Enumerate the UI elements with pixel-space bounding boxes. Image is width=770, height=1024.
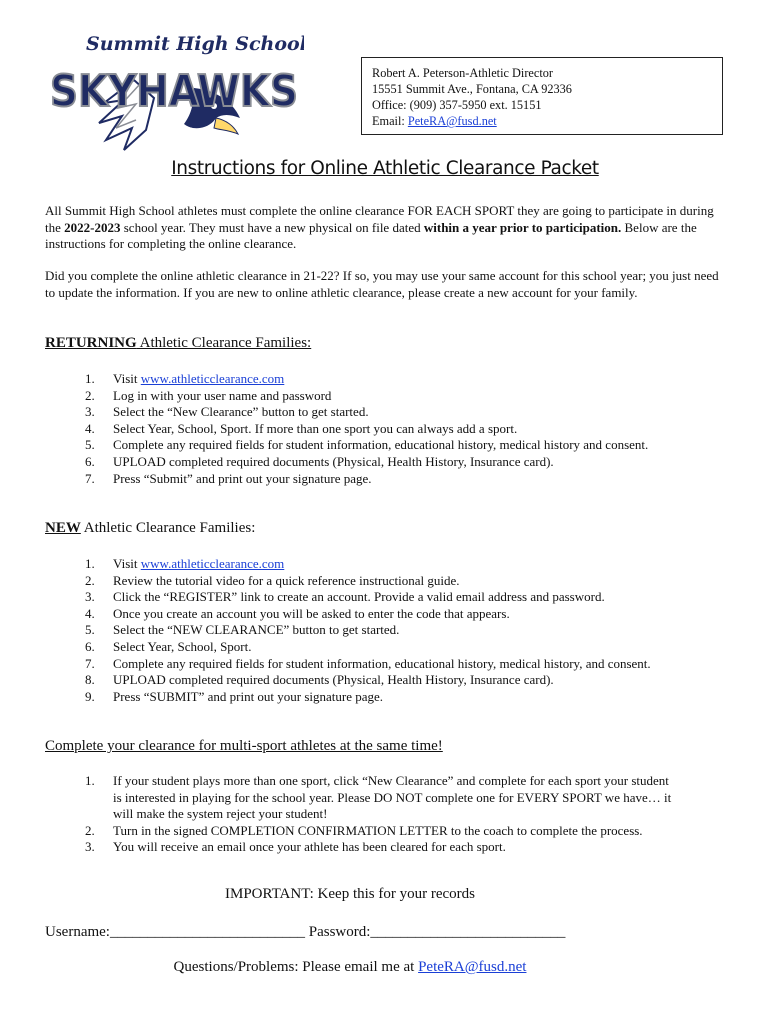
list-item: 9. Press “SUBMIT” and print out your signature page. — [85, 688, 384, 704]
athleticclearance-link[interactable]: www.athleticclearance.com — [140, 556, 285, 571]
skyhawks-logo-graphic — [44, 28, 304, 156]
questions-line — [0, 959, 700, 976]
email-line — [372, 113, 712, 129]
intro-text-1: All Summit High School athletes must complete the online clearance FOR EACH SPORT they are going to participate in during the — [45, 203, 714, 235]
list-item: 7. Press “Submit” and print out your signature page. — [85, 470, 372, 486]
list-item: 1. If your student plays more than one sport, click “New Clearance” and complete for each sport your student is interested in playing for the school year. Please DO NOT complete one for EVERY SPORT we have… it will make the system reject your student! — [85, 773, 672, 822]
logo-school-name: Summit High School — [86, 33, 304, 55]
list-item: 4. Once you create an account you will be asked to enter the code that appears. — [85, 605, 510, 621]
username-label: Username: — [45, 924, 110, 940]
logo-team-name: SKYHAWKS — [50, 66, 298, 117]
director-email-link[interactable]: PeteRA@fusd.net — [407, 114, 497, 128]
returning-note: Did you complete the online athletic clearance in 21-22? If so, you may use your same account for this school year; you just need to update the information. If you are new to online athletic clearance, please create a new account for your family. — [45, 268, 719, 300]
username-blank: __________________________ — [109, 924, 305, 940]
new-heading — [45, 520, 255, 537]
multisport-steps — [0, 773, 680, 856]
list-item: 7. Complete any required fields for student information, educational history, medical history, and consent. — [85, 655, 651, 671]
list-item: 1. Visit www.athleticclearance.com — [85, 371, 285, 386]
athleticclearance-link[interactable]: www.athleticclearance.com — [140, 371, 285, 386]
returning-heading — [45, 335, 311, 352]
office-phone: Office: (909) 357-5950 ext. 15151 — [372, 98, 542, 112]
intro-text-2: school year. They must have a new physical on file dated — [120, 219, 424, 235]
list-item: 3. You will receive an email once your athlete has been cleared for each sport. — [85, 839, 506, 855]
list-item: 2. Turn in the signed COMPLETION CONFIRMATION LETTER to the coach to complete the process. — [85, 822, 643, 838]
school-year: 2022-2023 — [64, 219, 121, 235]
school-logo — [44, 28, 304, 156]
list-item: 5. Select the “NEW CLEARANCE” button to get started. — [85, 622, 400, 638]
school-address: 15551 Summit Ave., Fontana, CA 92336 — [372, 82, 572, 96]
new-steps — [0, 556, 680, 705]
list-item: 3. Select the “New Clearance” button to get started. — [85, 404, 369, 420]
list-item: 6. Select Year, School, Sport. — [85, 638, 252, 654]
list-item: 2. Log in with your user name and password — [85, 387, 332, 403]
questions-text: Questions/Problems: Please email me at — [173, 959, 419, 975]
page-title: Instructions for Online Athletic Clearance Packet — [171, 158, 599, 179]
returning-heading-rest: Athletic Clearance Families: — [136, 335, 312, 351]
email-label: Email: — [372, 114, 408, 128]
list-item: 5. Complete any required fields for student information, educational history, medical history and consent. — [85, 437, 649, 453]
important-note: IMPORTANT: Keep this for your records — [224, 886, 476, 902]
new-heading-bold: NEW — [45, 520, 81, 536]
password-blank: __________________________ — [370, 924, 566, 940]
intro-paragraph — [45, 203, 725, 253]
new-heading-rest: Athletic Clearance Families: — [80, 520, 256, 536]
intro-text-3: Below are the instructions for completing the online clearance. — [45, 219, 697, 252]
contact-box — [361, 57, 723, 135]
returning-steps — [0, 371, 680, 487]
questions-email-link[interactable]: PeteRA@fusd.net — [418, 959, 527, 975]
physical-requirement: within a year prior to participation. — [423, 219, 622, 235]
password-label: Password: — [304, 924, 371, 940]
list-item: 4. Select Year, School, Sport. If more than one sport you can always add a sport. — [85, 420, 518, 436]
credentials-line — [45, 924, 565, 941]
list-item: 8. UPLOAD completed required documents (Physical, Health History, Insurance card). — [85, 672, 554, 688]
list-item: 6. UPLOAD completed required documents (Physical, Health History, Insurance card). — [85, 453, 554, 469]
list-item: 1. Visit www.athleticclearance.com — [85, 556, 285, 571]
director-name: Robert A. Peterson-Athletic Director — [372, 66, 553, 80]
list-item: 3. Click the “REGISTER” link to create an account. Provide a valid email address and password. — [85, 589, 605, 605]
list-item: 2. Review the tutorial video for a quick reference instructional guide. — [85, 572, 460, 588]
multisport-heading: Complete your clearance for multi-sport athletes at the same time! — [45, 738, 443, 754]
returning-heading-bold: RETURNING — [45, 335, 137, 351]
